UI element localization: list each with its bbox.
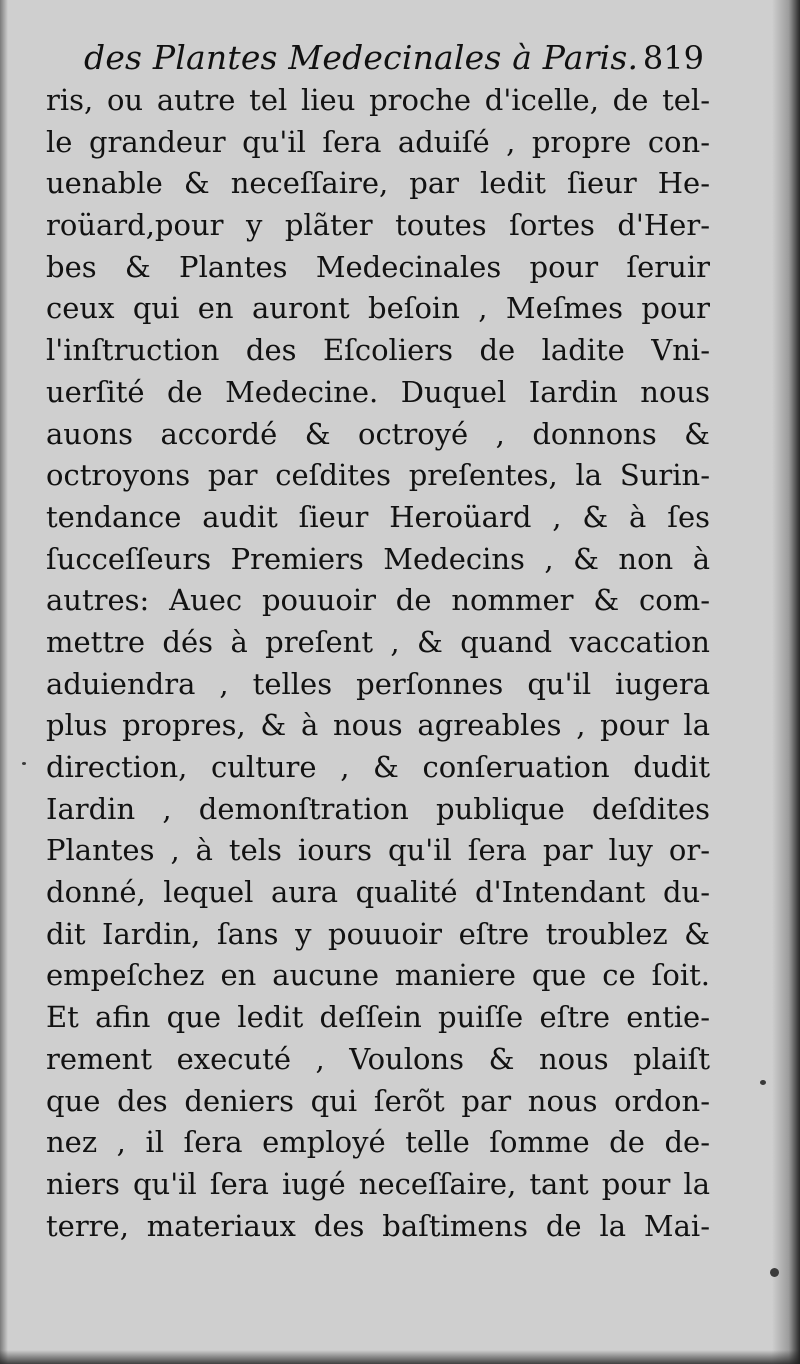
text-line: uenable & neceſſaire, par ledit ſieur He- (46, 166, 710, 201)
text-line: octroyons par ceſdites preſentes, la Surin- (46, 458, 710, 493)
ink-speck (770, 1268, 779, 1277)
text-line: plus propres, & à nous agreables , pour la (46, 708, 710, 743)
text-line: tendance audit ſieur Heroüard , & à ſes (46, 499, 710, 534)
ink-speck (22, 762, 26, 765)
text-line: nez , il ſera employé telle ſomme de de- (46, 1125, 710, 1160)
text-line: auons accordé & octroyé , donnons & (46, 416, 710, 451)
page-number: 819 (642, 39, 704, 77)
text-line: mettre dés à preſent , & quand vaccation (46, 624, 710, 659)
running-title: des Plantes Medecinales à Paris. (84, 38, 639, 77)
text-line: terre, materiaux des baſtimens de la Mai- (46, 1208, 710, 1243)
text-line: niers qu'il ſera iugé neceſſaire, tant pour la (46, 1166, 710, 1201)
text-line: Iardin , demonſtration publique deſdites (46, 791, 710, 826)
text-line: autres: Auec pouuoir de nommer & com- (46, 583, 710, 618)
text-line: le grandeur qu'il ſera aduiſé , propre con- (46, 124, 710, 159)
body-text (46, 80, 710, 1247)
text-line: donné, lequel aura qualité d'Intendant du- (46, 875, 710, 910)
text-line: empeſchez en aucune maniere que ce ſoit. (46, 958, 710, 993)
text-line: bes & Plantes Medecinales pour ſeruir (46, 249, 710, 284)
text-line: uerſité de Medecine. Duquel Iardin nous (46, 374, 710, 409)
text-line: aduiendra , telles perſonnes qu'il iugera (46, 666, 710, 701)
text-line: roüard,pour y plãter toutes ſortes d'Her- (46, 208, 710, 243)
text-line: Plantes , à tels iours qu'il ſera par luy or- (46, 833, 710, 868)
text-line: rement executé , Voulons & nous plaiſt (46, 1041, 710, 1076)
text-line: que des deniers qui ſerõt par nous ordon- (46, 1083, 710, 1118)
text-line: Et afin que ledit deſſein puiſſe eſtre entie- (46, 1000, 710, 1035)
text-line: dit Iardin, ſans y pouuoir eſtre troublez & (46, 916, 710, 951)
text-line: ſucceſſeurs Premiers Medecins , & non à (46, 541, 710, 576)
page-bottom-shadow (0, 1350, 800, 1364)
text-line: ceux qui en auront beſoin , Meſmes pour (46, 291, 710, 326)
text-line: l'inſtruction des Eſcoliers de ladite Vni- (46, 333, 710, 368)
text-line: ris, ou autre tel lieu proche d'icelle, de tel- (46, 83, 710, 117)
page-left-shadow (0, 0, 8, 1364)
text-line: direction, culture , & conſeruation dudit (46, 750, 710, 784)
page-right-shadow (772, 0, 800, 1364)
ink-speck (760, 1080, 766, 1085)
